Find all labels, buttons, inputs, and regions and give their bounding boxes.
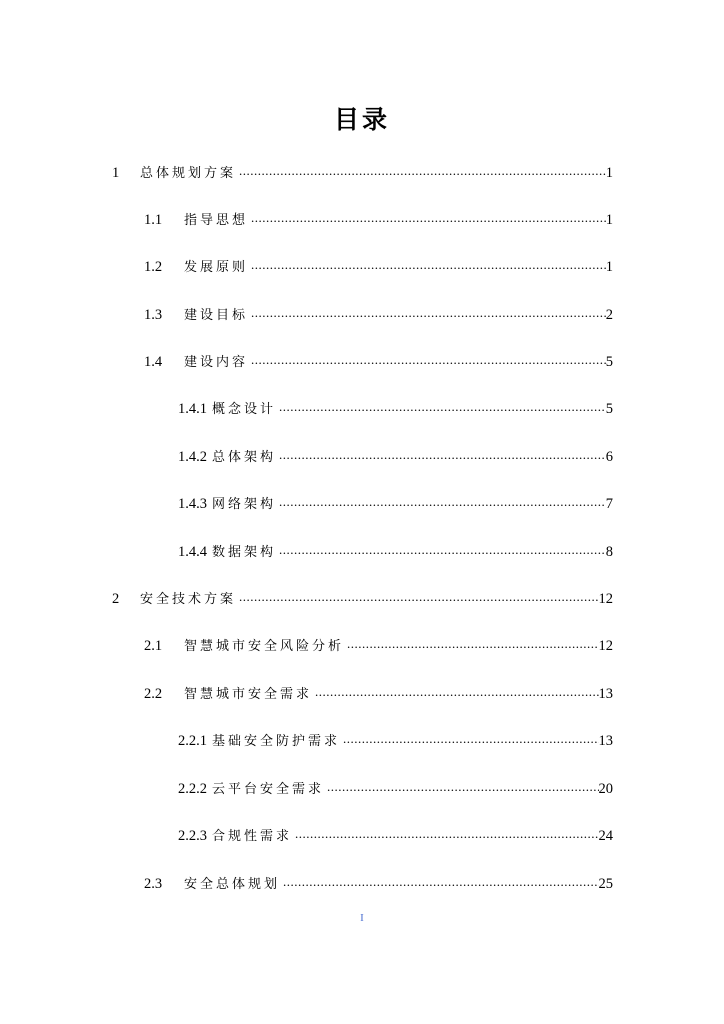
toc-leader-dots (279, 447, 606, 462)
toc-entry-label: 发展原则 (184, 260, 249, 275)
toc-entry-page: 6 (605, 449, 613, 465)
toc-entry-page: 12 (598, 638, 613, 654)
toc-entry[interactable] (178, 446, 613, 466)
toc-leader-dots (295, 826, 598, 841)
toc-leader-dots (315, 684, 598, 699)
toc-entry-number: 1.2 (144, 259, 163, 275)
toc-entry-label: 指导思想 (184, 213, 249, 228)
toc-entry-page: 8 (605, 544, 613, 560)
toc-leader-dots (343, 731, 598, 746)
toc-leader-dots (251, 210, 606, 225)
toc-entry[interactable] (144, 304, 613, 324)
toc-entry-number: 1.4.3 (178, 496, 207, 512)
toc-leader-dots (279, 542, 606, 557)
toc-entry[interactable] (144, 873, 613, 893)
toc-entry-page: 1 (605, 212, 613, 228)
toc-leader-dots (251, 257, 606, 272)
toc-entry-page: 1 (605, 259, 613, 275)
toc-entry[interactable] (178, 730, 613, 750)
toc-entry-label: 云平台安全需求 (212, 782, 325, 797)
toc-entry-number: 2.2.3 (178, 828, 207, 844)
toc-entry-number: 2.2.2 (178, 781, 207, 797)
toc-entry-number: 2.1 (144, 638, 163, 654)
toc-entry-label: 安全技术方案 (140, 592, 237, 607)
toc-leader-dots (327, 779, 598, 794)
toc-leader-dots (279, 494, 606, 509)
page-title: 目录 (333, 105, 390, 134)
toc-entry[interactable] (144, 635, 613, 655)
toc-leader-dots (279, 399, 606, 414)
toc-entry[interactable] (144, 683, 613, 703)
toc-entry-page: 25 (598, 876, 613, 892)
toc-leader-dots (347, 636, 598, 651)
toc-entry-number: 1.4.1 (178, 401, 207, 417)
toc-entry-page: 20 (598, 781, 613, 797)
toc-entry[interactable] (178, 825, 613, 845)
toc-entry-label: 合规性需求 (212, 829, 293, 844)
toc-entry-page: 2 (605, 307, 613, 323)
toc-entry-number: 2 (112, 591, 120, 607)
toc-entry-label: 安全总体规划 (184, 877, 281, 892)
toc-entry-page: 13 (598, 733, 613, 749)
toc-entry-label: 智慧城市安全需求 (184, 687, 313, 702)
toc-entry-label: 总体架构 (212, 450, 277, 465)
toc-entry[interactable] (112, 588, 613, 608)
toc-entry[interactable] (144, 256, 613, 276)
toc-entry-page: 5 (605, 401, 613, 417)
toc-entry-page: 12 (598, 591, 613, 607)
toc-entry-label: 智慧城市安全风险分析 (184, 639, 345, 654)
toc-entry-number: 1.1 (144, 212, 163, 228)
toc-entry[interactable] (144, 209, 613, 229)
toc-entry-label: 建设目标 (184, 308, 249, 323)
toc-entry-number: 1.4.4 (178, 544, 207, 560)
toc-leader-dots (251, 305, 606, 320)
toc-entry-page: 24 (598, 828, 613, 844)
toc-leader-dots (239, 163, 606, 178)
toc-entry-number: 1.4.2 (178, 449, 207, 465)
toc-leader-dots (239, 589, 598, 604)
toc-entry-page: 13 (598, 686, 613, 702)
toc-entry[interactable] (178, 493, 613, 513)
toc-entry-number: 2.2.1 (178, 733, 207, 749)
toc-entry[interactable] (112, 162, 613, 182)
toc-entry[interactable] (178, 398, 613, 418)
toc-entry-number: 2.2 (144, 686, 163, 702)
toc-entry[interactable] (178, 541, 613, 561)
toc-entry-page: 5 (605, 354, 613, 370)
toc-entry-label: 建设内容 (184, 355, 249, 370)
toc-entry-number: 1.3 (144, 307, 163, 323)
toc-leader-dots (283, 874, 598, 889)
toc-entry-page: 1 (605, 165, 613, 181)
toc-entry-number: 1 (112, 165, 120, 181)
toc-entry-label: 概念设计 (212, 402, 277, 417)
toc-entry-label: 总体规划方案 (140, 166, 237, 181)
toc-leader-dots (251, 352, 606, 367)
toc-entry[interactable] (144, 351, 613, 371)
toc-entry-label: 网络架构 (212, 497, 277, 512)
toc-entry-page: 7 (605, 496, 613, 512)
toc-entry-label: 基础安全防护需求 (212, 734, 341, 749)
toc-entry[interactable] (178, 778, 613, 798)
toc-entry-number: 2.3 (144, 876, 163, 892)
page-number-footer: I (360, 912, 364, 924)
toc-entry-number: 1.4 (144, 354, 163, 370)
toc-entry-label: 数据架构 (212, 545, 277, 560)
